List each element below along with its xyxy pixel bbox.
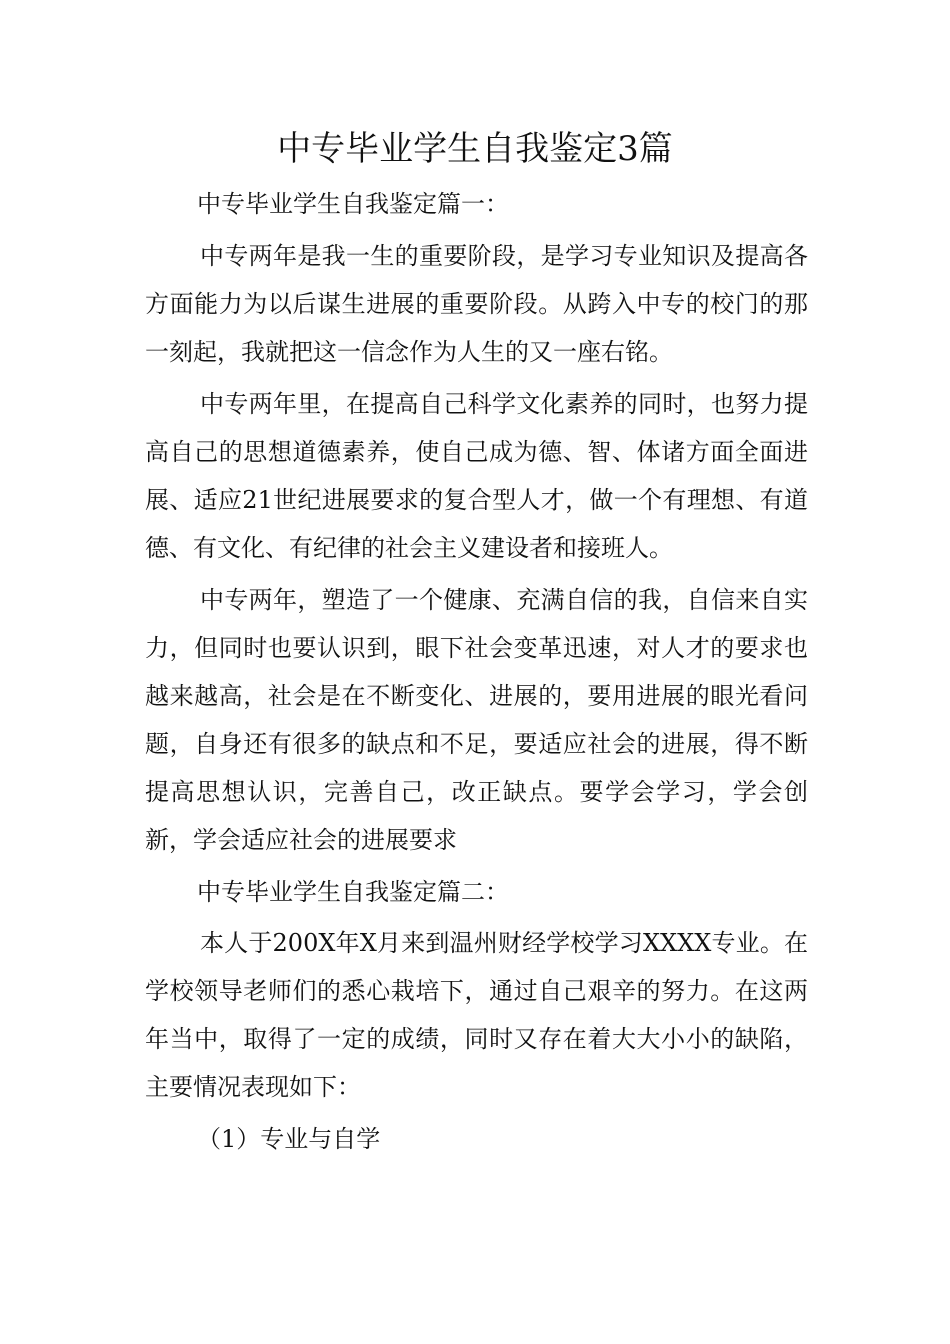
document-title: 中专毕业学生自我鉴定3篇 [277, 129, 673, 169]
paragraph-3: 中专两年，塑造了一个健康、充满自信的我，自信来自实力，但同时也要认识到，眼下社会变革迅速，对人才的要求也越来越高，社会是在不断变化、进展的，要用进展的眼光看问题，自身还有很多的缺点和不足，要适应社会的进展，得不断提高思想认识，完善自己，改正缺点。要学会学习，学会创新，学会适应社会的进展要求 [145, 586, 808, 854]
document-body [145, 180, 808, 1163]
paragraph-4: 本人于200X年X月来到温州财经学校学习XXXX专业。在学校领导老师们的悉心栽培下，通过自己艰辛的努力。在这两年当中，取得了一定的成绩，同时又存在着大大小小的缺陷，主要情况表现如下： [145, 929, 808, 1101]
section-heading-1: 中专毕业学生自我鉴定篇一： [197, 190, 509, 218]
list-item-1: （1）专业与自学 [197, 1125, 381, 1153]
section-heading-2: 中专毕业学生自我鉴定篇二： [197, 878, 509, 906]
paragraph-2: 中专两年里，在提高自己科学文化素养的同时，也努力提高自己的思想道德素养，使自己成为德、智、体诸方面全面进展、适应21世纪进展要求的复合型人才，做一个有理想、有道德、有文化、有纪律的社会主义建设者和接班人。 [145, 390, 808, 562]
paragraph-1: 中专两年是我一生的重要阶段，是学习专业知识及提高各方面能力为以后谋生进展的重要阶段。从跨入中专的校门的那一刻起，我就把这一信念作为人生的又一座右铭。 [145, 242, 808, 366]
